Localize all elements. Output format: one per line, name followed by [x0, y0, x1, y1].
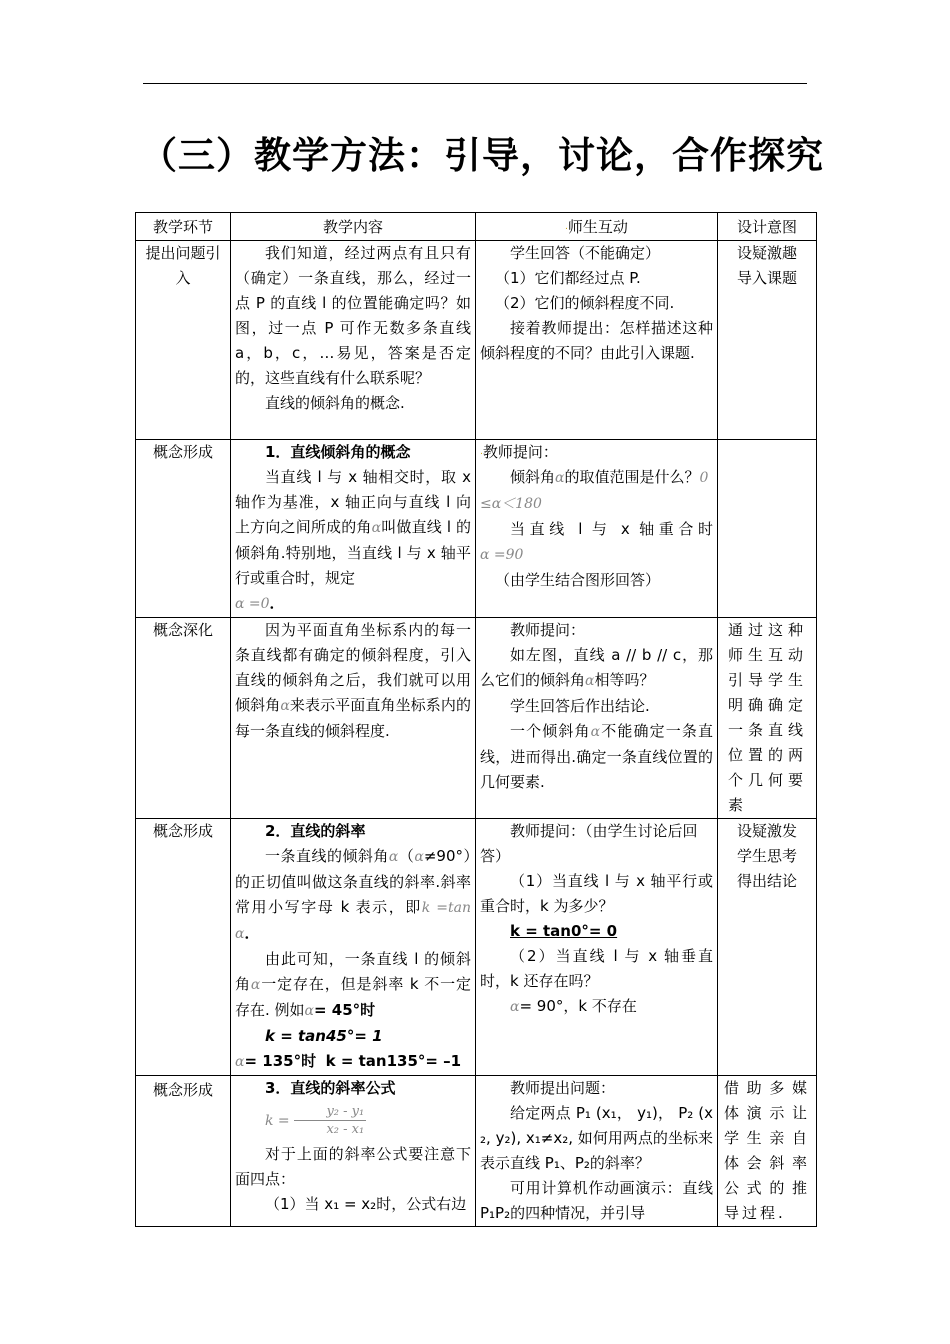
interaction-cell: 教师提出问题： 给定两点 P₁ (x₁， y₁)， P₂ (x₂, y₂), x₁≠x₂, 如何用两点的坐标来表示直线 P₁、P₂的斜率？ 可用计算机作动画演示：直线 P₁P₂的四种情况，并引导 [476, 1076, 718, 1227]
stage-cell: 概念形成 [136, 1076, 231, 1227]
interaction-cell: 教师提问： 如左图，直线 a // b // c，那么它们的倾斜角α相等吗？ 学生回答后作出结论. 一个倾斜角α不能确定一条直线，进而得出.确定一条直线位置的几何要素. [476, 618, 718, 819]
header-stage: 教学环节 [136, 213, 231, 241]
intent-cell: 设疑激发学生思考得出结论 [718, 819, 817, 1076]
page-title: （三）教学方法：引导，讨论，合作探究 [140, 134, 824, 177]
content-cell: 2．直线的斜率 一条直线的倾斜角α（α≠90°）的正切值叫做这条直线的斜率.斜率常用小写字母 k 表示，即k =tanα． 由此可知，一条直线 l 的倾斜角α一定存在，但是斜率 k 不一定存在. 例如α= 45°时 k = tan45°= 1 α= 135°时 k = tan135°= –1 [231, 819, 476, 1076]
intent-cell [718, 440, 817, 618]
table-row [136, 618, 817, 819]
stage-cell: 提出问题引入 [136, 241, 231, 440]
table-header-row [136, 213, 817, 241]
stage-cell: 概念形成 [136, 440, 231, 618]
alpha-symbol: α [371, 520, 382, 536]
header-content: 教学内容 [231, 213, 476, 241]
interaction-cell: 学生回答（不能确定） （1）它们都经过点 P. （2）它们的倾斜程度不同. 接着教师提出：怎样描述这种倾斜程度的不同？由此引入课题. [476, 241, 718, 440]
stage-cell: 概念形成 [136, 819, 231, 1076]
lesson-plan-table [135, 212, 817, 1227]
intent-cell: 通过这种师生互动引导学生明确确定一条直线位置的两个几何要素 [718, 618, 817, 819]
intent-cell: 借助多媒体演示让学生亲自体会斜率公式的推导过程. [718, 1076, 817, 1227]
table-row [136, 1076, 817, 1227]
header-interaction: .师生互动 [476, 213, 718, 241]
interaction-cell: 教师提问：（由学生讨论后回答） （1）当直线 l 与 x 轴平行或重合时，k 为多少？ k = tan0°= 0 （2）当直线 l 与 x 轴垂直时，k 还存在吗？ α= 90°，k 不存在 [476, 819, 718, 1076]
table-row [136, 241, 817, 440]
stage-cell: 概念深化 [136, 618, 231, 819]
content-cell: 我们知道，经过两点有且只有（确定）一条直线，那么，经过一点 P 的直线 l 的位置能确定吗？如图，过一点 P 可作无数多条直线 a，b，c，…易见，答案是否定的，这些直线有什么联系呢？ 直线的倾斜角的概念. [231, 241, 476, 440]
slope-formula: $\frac{\text{y₂ - y₁}}{\text{x₂ - x₁}}$ [294, 1103, 366, 1138]
content-cell: 因为平面直角坐标系内的每一条直线都有确定的倾斜程度，引入直线的倾斜角之后，我们就可以用倾斜角α来表示平面直角坐标系内的每一条直线的倾斜程度. [231, 618, 476, 819]
intent-cell: 设疑激趣导入课题 [718, 241, 817, 440]
table-row [136, 440, 817, 618]
content-cell: 3．直线的斜率公式 k = $\frac{\text{y₂ - y₁}}{\text{x₂ - x₁}}$ 对于上面的斜率公式要注意下面四点： （1）当 x₁ = x₂时，公式右边 [231, 1076, 476, 1227]
table-row [136, 819, 817, 1076]
header-intent: 设计意图 [718, 213, 817, 241]
content-cell: 1．直线倾斜角的概念 当直线 l 与 x 轴相交时，取 x 轴作为基准，x 轴正向与直线 l 向上方向之间所成的角α叫做直线 l 的倾斜角.特别地，当直线 l 与 x 轴平行或重合时，规定 α =0． [231, 440, 476, 618]
interaction-cell: .教师提问： 倾斜角α的取值范围是什么？0 ≤α＜180 当直线 l 与 x 轴重合时 α =90 （由学生结合图形回答） [476, 440, 718, 618]
header-rule [143, 83, 807, 84]
